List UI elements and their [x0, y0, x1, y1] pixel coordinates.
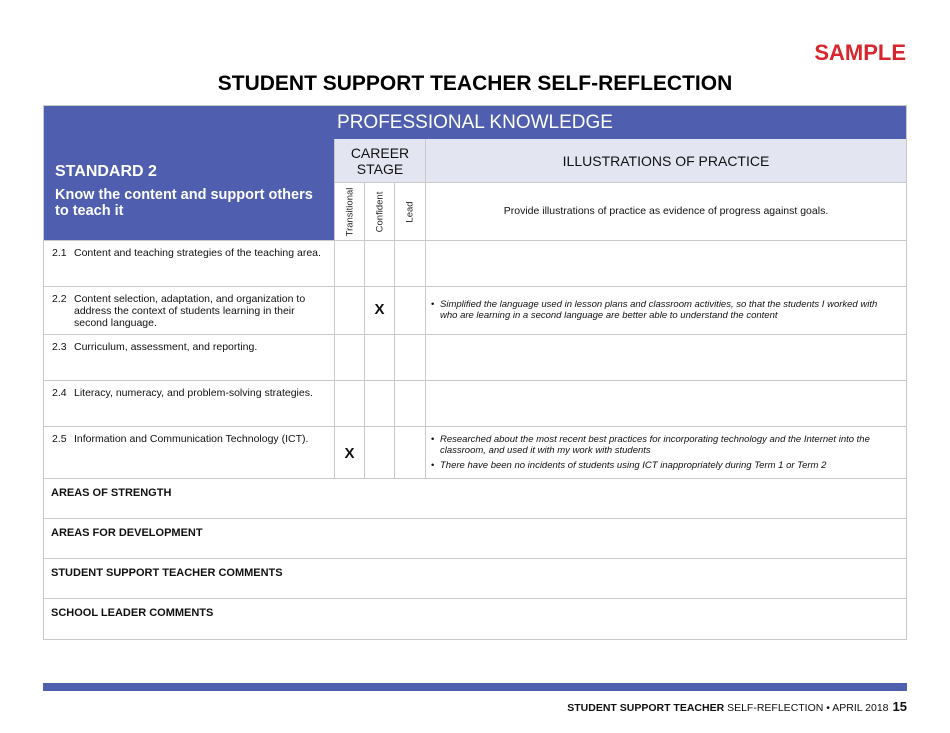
- bullet-dot: •: [431, 299, 435, 310]
- lead-mark: [394, 381, 425, 426]
- criterion: [44, 241, 334, 259]
- criterion-number: 2.4: [52, 387, 67, 399]
- table-row: [44, 241, 906, 287]
- confident-mark: [364, 241, 394, 286]
- comment-section: STUDENT SUPPORT TEACHER COMMENTS: [44, 559, 906, 599]
- page-title: STUDENT SUPPORT TEACHER SELF-REFLECTION: [217, 72, 733, 95]
- criterion: [44, 335, 334, 353]
- criterion-number: 2.2: [52, 293, 67, 305]
- transitional-mark: [334, 335, 364, 380]
- comment-section: SCHOOL LEADER COMMENTS: [51, 607, 214, 619]
- table-row: [44, 427, 906, 479]
- confident-mark: [364, 335, 394, 380]
- bullet-text: Researched about the most recent best practices for incorporating technology and the Internet into the classroom, and used it with my work with students: [440, 434, 870, 456]
- standard-rows: [44, 241, 906, 479]
- bullet-text: Simplified the language used in lesson plans and classroom activities, so that the students I worked with who are learning in a second language are better able to understand the content: [440, 299, 878, 321]
- illustration-cell: [425, 287, 906, 334]
- illustration-bullet: [431, 299, 896, 321]
- confident-mark: [364, 381, 394, 426]
- illustrations-instruction: Provide illustrations of practice as evidence of progress against goals.: [425, 183, 906, 240]
- page-number: 15: [892, 699, 907, 714]
- confident-mark: [364, 427, 394, 478]
- stage-confident-label: Confident: [374, 191, 385, 232]
- illustration-bullet: [431, 460, 896, 471]
- transitional-mark: [334, 427, 364, 478]
- illustration-cell: [425, 381, 906, 426]
- criterion: [44, 427, 334, 445]
- standard-cell: [44, 139, 334, 240]
- lead-mark: [394, 241, 425, 286]
- comment-section: AREAS OF STRENGTH: [44, 479, 906, 519]
- criterion: [44, 381, 334, 399]
- criterion-number: 2.3: [52, 341, 67, 353]
- transitional-mark: [334, 381, 364, 426]
- illustration-bullet: [431, 434, 896, 456]
- career-stage-line2: STAGE: [356, 161, 404, 177]
- illustrations-header: ILLUSTRATIONS OF PRACTICE: [425, 139, 906, 183]
- table-row: [44, 287, 906, 335]
- criterion-text: Information and Communication Technology (ICT).: [74, 433, 309, 445]
- illustration-cell: [425, 427, 906, 478]
- page-footer: [567, 699, 907, 714]
- stage-lead: [394, 183, 425, 240]
- lead-mark: [394, 427, 425, 478]
- bullet-dot: •: [431, 460, 435, 471]
- bullet-dot: •: [431, 434, 435, 445]
- table-row: [44, 381, 906, 427]
- confident-mark-text: X: [374, 301, 385, 318]
- transitional-mark-text: X: [344, 445, 355, 462]
- career-stage-line1: CAREER: [350, 145, 410, 161]
- career-stage-header: [334, 139, 425, 183]
- table-row: [44, 335, 906, 381]
- criterion-text: Content and teaching strategies of the teaching area.: [74, 247, 321, 259]
- criterion: [44, 287, 334, 329]
- bullet-text: There have been no incidents of students using ICT inappropriately during Term 1 or Term 2: [440, 460, 827, 471]
- reflection-table: [43, 105, 907, 640]
- footer-bold: STUDENT SUPPORT TEACHER: [567, 702, 725, 714]
- illustration-cell: [425, 241, 906, 286]
- professional-knowledge-band: PROFESSIONAL KNOWLEDGE: [44, 106, 906, 139]
- stage-transitional-label: Transitional: [344, 187, 355, 236]
- sample-stamp: SAMPLE: [814, 40, 906, 65]
- criterion-text: Literacy, numeracy, and problem-solving strategies.: [74, 387, 313, 399]
- footer-rest: SELF-REFLECTION • APRIL 2018: [724, 702, 889, 714]
- comment-sections: [44, 479, 906, 639]
- confident-mark: [364, 287, 394, 334]
- comment-section: AREAS FOR DEVELOPMENT: [44, 519, 906, 559]
- footer-bar: [43, 683, 907, 691]
- illustration-cell: [425, 335, 906, 380]
- standard-number: STANDARD 2: [55, 163, 157, 180]
- stage-transitional: [334, 183, 364, 240]
- transitional-mark: [334, 241, 364, 286]
- standard-description: Know the content and support others to teach it: [55, 187, 313, 219]
- table-header: [44, 139, 906, 241]
- stage-confident: [364, 183, 394, 240]
- criterion-text: Content selection, adaptation, and organization to address the context of students learning in their second language.: [74, 293, 306, 329]
- transitional-mark: [334, 287, 364, 334]
- criterion-number: 2.5: [52, 433, 67, 445]
- criterion-text: Curriculum, assessment, and reporting.: [74, 341, 258, 353]
- lead-mark: [394, 335, 425, 380]
- criterion-number: 2.1: [52, 247, 67, 259]
- lead-mark: [394, 287, 425, 334]
- stage-lead-label: Lead: [404, 200, 416, 223]
